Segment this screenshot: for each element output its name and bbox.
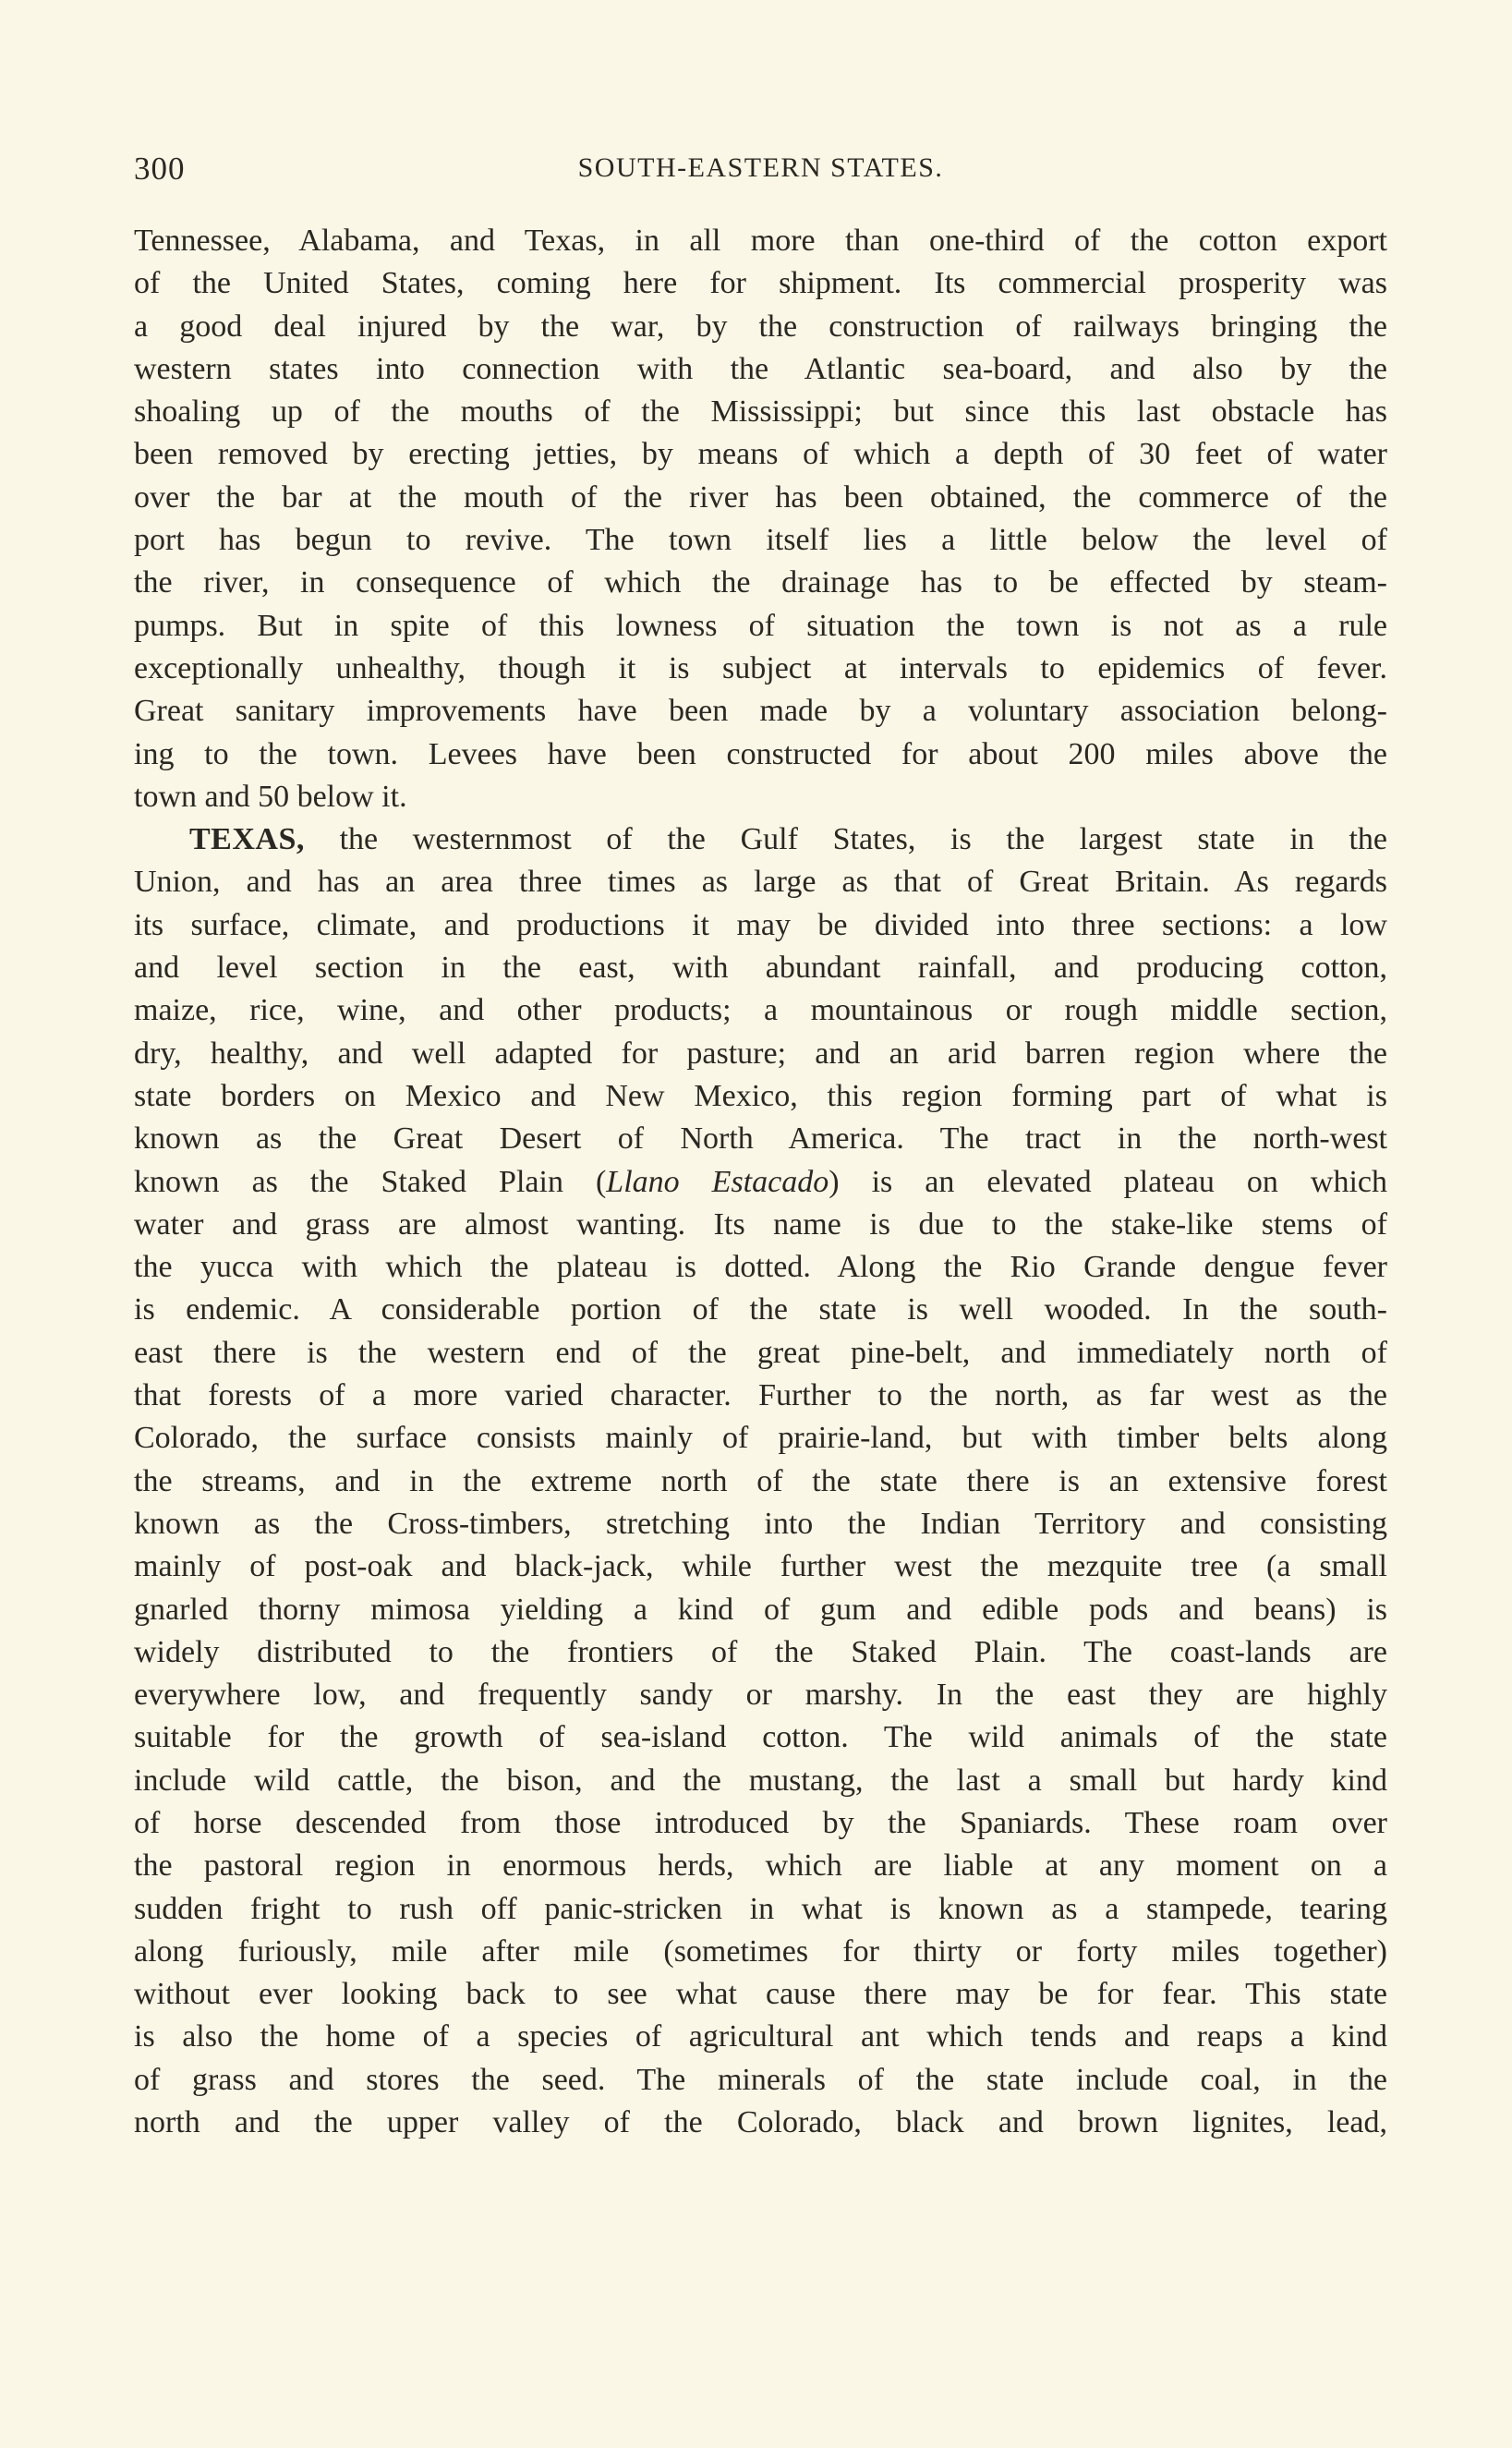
text-line: east there is the western end of the great pine-belt, and immediately north of bbox=[134, 1335, 1387, 1370]
text-line: been removed by erecting jetties, by means of which a depth of 30 feet of water bbox=[134, 437, 1387, 472]
text-line: known as the Cross-timbers, stretching into the Indian Territory and consisting bbox=[134, 1506, 1387, 1541]
text-line: pumps. But in spite of this lowness of situation the town is not as a rule bbox=[134, 608, 1387, 643]
running-head bbox=[134, 151, 1387, 197]
section-lead-word: TEXAS, bbox=[189, 822, 305, 857]
text-line: exceptionally unhealthy, though it is subject at intervals to epidemics of fever. bbox=[134, 650, 1387, 685]
text-line: everywhere low, and frequently sandy or marshy. In the east they are highly bbox=[134, 1678, 1387, 1713]
text-line: known as the Great Desert of North America. The tract in the north-west bbox=[134, 1121, 1387, 1157]
text-line: the yucca with which the plateau is dotted. Along the Rio Grande dengue fever bbox=[134, 1250, 1387, 1285]
text-line: shoaling up of the mouths of the Mississippi; but since this last obstacle has bbox=[134, 394, 1387, 430]
text-line: a good deal injured by the war, by the construction of railways bringing the bbox=[134, 309, 1387, 344]
text-line: dry, healthy, and well adapted for pasture; and an arid barren region where the bbox=[134, 1036, 1387, 1071]
text-line: of horse descended from those introduced by the Spaniards. These roam over bbox=[134, 1805, 1387, 1840]
text-line: gnarled thorny mimosa yielding a kind of gum and edible pods and beans) is bbox=[134, 1592, 1387, 1627]
text-line: of the United States, coming here for shipment. Its commercial prosperity was bbox=[134, 266, 1387, 301]
text-line: is endemic. A considerable portion of the state is well wooded. In the south- bbox=[134, 1292, 1387, 1327]
text-line: maize, rice, wine, and other products; a mountainous or rough middle section, bbox=[134, 993, 1387, 1028]
text-line: that forests of a more varied character. Further to the north, as far west as the bbox=[134, 1378, 1387, 1413]
text-line: mainly of post-oak and black-jack, while further west the mezquite tree (a small bbox=[134, 1549, 1387, 1584]
text-line: Great sanitary improvements have been made by a voluntary association belong- bbox=[134, 694, 1387, 729]
text-line: Union, and has an area three times as large as that of Great Britain. As regards bbox=[134, 865, 1387, 900]
text-line: suitable for the growth of sea-island cotton. The wild animals of the state bbox=[134, 1720, 1387, 1755]
text-line: sudden fright to rush off panic-stricken in what is known as a stampede, tearing bbox=[134, 1891, 1387, 1926]
text-line: without ever looking back to see what cause there may be for fear. This state bbox=[134, 1977, 1387, 2012]
text-line: water and grass are almost wanting. Its name is due to the stake-like stems of bbox=[134, 1206, 1387, 1242]
text-line: is also the home of a species of agricultural ant which tends and reaps a kind bbox=[134, 2019, 1387, 2054]
text-line: north and the upper valley of the Colorado, black and brown lignites, lead, bbox=[134, 2105, 1387, 2140]
text-line: state borders on Mexico and New Mexico, this region forming part of what is bbox=[134, 1078, 1387, 1113]
paragraph-end-line: town and 50 below it. bbox=[134, 779, 407, 814]
paragraph-start-line bbox=[134, 818, 1387, 861]
body-text bbox=[134, 220, 1387, 2144]
text-line: the river, in consequence of which the drainage has to be effected by steam- bbox=[134, 565, 1387, 600]
text-run: known as the Staked Plain ( bbox=[134, 1164, 607, 1199]
text-run: ) is an elevated plateau on which bbox=[829, 1164, 1387, 1199]
text-line: of grass and stores the seed. The minerals of the state include coal, in the bbox=[134, 2062, 1387, 2097]
running-title: SOUTH-EASTERN STATES. bbox=[577, 152, 944, 183]
text-line: ing to the town. Levees have been constructed for about 200 miles above the bbox=[134, 736, 1387, 771]
text-line: the pastoral region in enormous herds, which are liable at any moment on a bbox=[134, 1848, 1387, 1884]
text-line: include wild cattle, the bison, and the mustang, the last a small but hardy kind bbox=[134, 1763, 1387, 1798]
text-line: Tennessee, Alabama, and Texas, in all more than one-third of the cotton export bbox=[134, 224, 1387, 258]
text-run: the westernmost of the Gulf States, is the largest state in the bbox=[304, 822, 1387, 857]
text-line: and level section in the east, with abundant rainfall, and producing cotton, bbox=[134, 951, 1387, 986]
page-number: 300 bbox=[134, 151, 186, 187]
text-line: along furiously, mile after mile (sometimes for thirty or forty miles together) bbox=[134, 1933, 1387, 1969]
text-line: western states into connection with the Atlantic sea-board, and also by the bbox=[134, 351, 1387, 386]
text-line: over the bar at the mouth of the river has been obtained, the commerce of the bbox=[134, 479, 1387, 515]
text-line bbox=[134, 1161, 1387, 1204]
text-line: its surface, climate, and productions it may be divided into three sections: a low bbox=[134, 907, 1387, 942]
text-line: port has begun to revive. The town itself lies a little below the level of bbox=[134, 523, 1387, 558]
text-line: the streams, and in the extreme north of the state there is an extensive forest bbox=[134, 1463, 1387, 1498]
italic-term: Llano Estacado bbox=[606, 1164, 829, 1199]
text-line: widely distributed to the frontiers of the Staked Plain. The coast-lands are bbox=[134, 1634, 1387, 1669]
text-line: Colorado, the surface consists mainly of prairie-land, but with timber belts along bbox=[134, 1421, 1387, 1456]
